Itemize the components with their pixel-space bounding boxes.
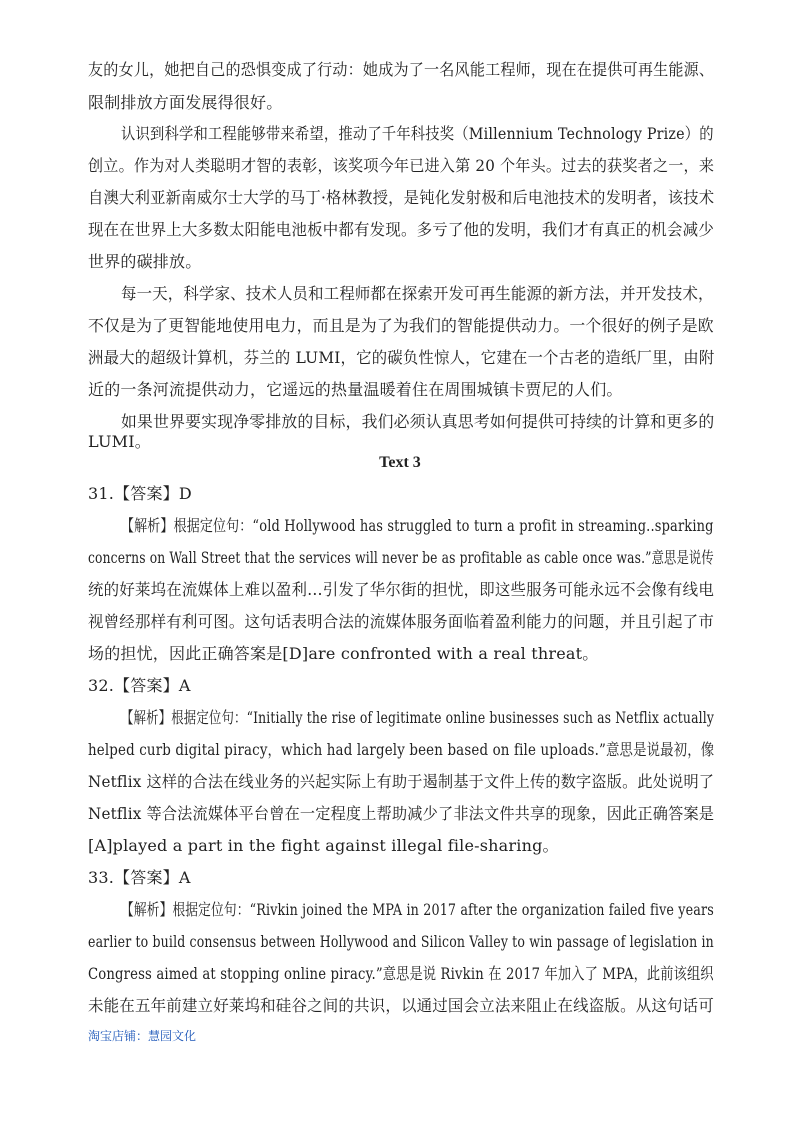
answer-header: 33.【答案】A (88, 868, 191, 887)
section-title: Text 3 (379, 454, 421, 471)
body-text-line: 近的一条河流提供动力，它遥远的热量温暖着住在周围城镇卡贾尼的人们。 (88, 380, 623, 399)
body-text-line: 限制排放方面发展得很好。 (88, 93, 283, 112)
body-text-line: LUMI。 (88, 432, 151, 451)
answer-explanation-line: Congress aimed at stopping online piracy.”意思是说 Rivkin 在 2017 年加入了 MPA，此前该组织 (88, 964, 714, 983)
answer-explanation-line: 场的担忧，因此正确答案是[D]are confronted with a real threat。 (88, 644, 599, 663)
body-text-line: 友的女儿，她把自己的恐惧变成了行动：她成为了一名风能工程师，现在在提供可再生能源、 (88, 60, 715, 79)
answer-header: 32.【答案】A (88, 676, 191, 695)
answer-explanation-line: 【解析】根据定位句：“old Hollywood has struggled to turn a profit in streaming..sparking (121, 516, 714, 535)
footer-shop-label: 淘宝店铺：慧园文化 (88, 1029, 197, 1043)
answer-explanation-line: [A]played a part in the fight against illegal file-sharing。 (88, 836, 559, 855)
answer-explanation-line: 统的好莱坞在流媒体上难以盈利…引发了华尔街的担忧，即这些服务可能永远不会像有线电 (88, 580, 714, 599)
body-text-line: 自澳大利亚新南威尔士大学的马丁·格林教授，是钝化发射极和后电池技术的发明者，该技术 (88, 188, 715, 207)
answer-explanation-line: 视曾经那样有利可图。这句话表明合法的流媒体服务面临着盈利能力的问题，并且引起了市 (88, 612, 714, 631)
body-text-line: 洲最大的超级计算机，芬兰的 LUMI，它的碳负性惊人，它建在一个古老的造纸厂里，由附 (88, 348, 715, 367)
answer-header: 31.【答案】D (88, 484, 192, 503)
answer-explanation-line: 未能在五年前建立好莱坞和硅谷之间的共识，以通过国会立法来阻止在线盗版。从这句话可 (88, 996, 714, 1015)
answer-explanation-line: helped curb digital piracy，which had largely been based on file uploads.”意思是说最初，像 (88, 740, 715, 759)
body-text-line: 每一天，科学家、技术人员和工程师都在探索开发可再生能源的新方法，并开发技术， (121, 284, 714, 303)
body-text-line: 认识到科学和工程能够带来希望，推动了千年科技奖（Millennium Technology Prize）的 (121, 124, 714, 143)
body-text-line: 世界的碳排放。 (88, 252, 202, 271)
answer-explanation-line: concerns on Wall Street that the services will never be as profitable as cable once was.”意思是说传 (88, 548, 714, 567)
body-text-line: 创立。作为对人类聪明才智的表彰，该奖项今年已进入第 20 个年头。过去的获奖者之一，来 (88, 156, 715, 175)
answer-explanation-line: 【解析】根据定位句：“Initially the rise of legitimate online businesses such as Netflix actually (121, 708, 715, 727)
body-text-line: 现在在世界上大多数太阳能电池板中都有发现。多亏了他的发明，我们才有真正的机会减少 (88, 220, 714, 239)
answer-explanation-line: Netflix 这样的合法在线业务的兴起实际上有助于遏制基于文件上传的数字盗版。此处说明了 (88, 772, 715, 791)
body-text-line: 如果世界要实现净零排放的目标，我们必须认真思考如何提供可持续的计算和更多的 (121, 412, 715, 431)
answer-explanation-line: Netflix 等合法流媒体平台曾在一定程度上帮助减少了非法文件共享的现象，因此正确答案是 (88, 804, 715, 823)
answer-explanation-line: 【解析】根据定位句：“Rivkin joined the MPA in 2017 after the organization failed five years (121, 900, 714, 919)
answer-explanation-line: earlier to build consensus between Hollywood and Silicon Valley to win passage of legislation in (88, 932, 714, 951)
body-text-line: 不仅是为了更智能地使用电力，而且是为了为我们的智能提供动力。一个很好的例子是欧 (88, 316, 714, 335)
